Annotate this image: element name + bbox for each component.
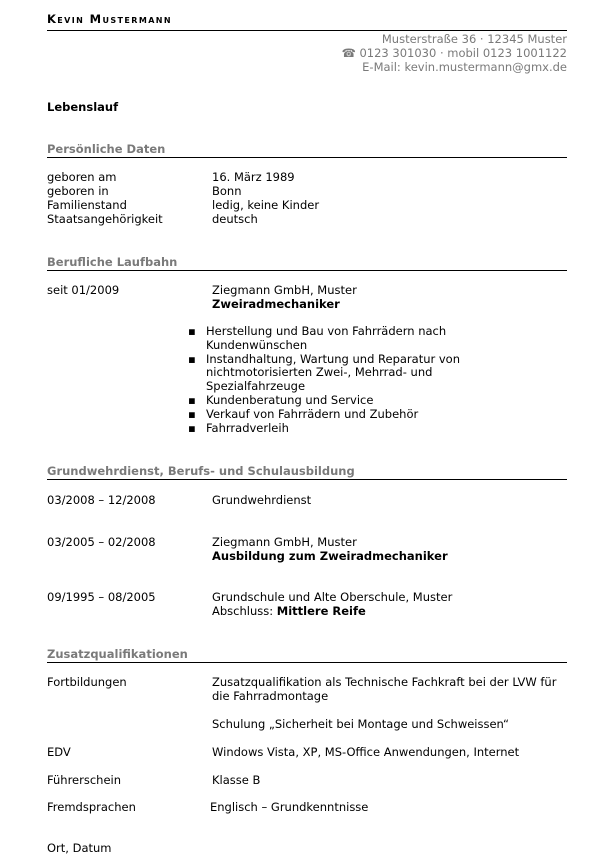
section-qualifications bbox=[47, 647, 567, 663]
career-task-list bbox=[188, 325, 508, 435]
section-personal bbox=[47, 142, 567, 158]
qualification-value: Windows Vista, XP, MS-Office Anwendungen, Internet bbox=[212, 745, 520, 759]
qualification-value: Zusatzqualifikation als Technische Fachkraft bei der LVW für die Fahrradmontage bbox=[212, 675, 557, 703]
personal-value: Bonn bbox=[212, 184, 242, 198]
section-title-career: Berufliche Laufbahn bbox=[47, 255, 567, 271]
address-line: Musterstraße 36 · 12345 Muster bbox=[381, 32, 567, 46]
section-career bbox=[47, 255, 567, 271]
qualification-label: Fremdsprachen bbox=[47, 800, 136, 814]
section-title-qualifications: Zusatzqualifikationen bbox=[47, 647, 567, 663]
place-date: Ort, Datum bbox=[47, 841, 112, 855]
education-detail bbox=[212, 605, 567, 619]
career-position: Zweiradmechaniker bbox=[212, 297, 340, 311]
bullet-icon: ▪ bbox=[188, 406, 196, 421]
education-line: Grundwehrdienst bbox=[212, 493, 312, 507]
phone-line: ☎ 0123 301030 · mobil 0123 1001122 bbox=[341, 46, 567, 60]
personal-label: Staatsangehörigkeit bbox=[47, 212, 163, 226]
list-item bbox=[188, 325, 508, 353]
contact-block bbox=[342, 32, 568, 74]
applicant-name: Kevin Mustermann bbox=[47, 12, 172, 26]
list-item bbox=[188, 353, 508, 394]
header-rule bbox=[47, 30, 567, 31]
bullet-icon: ▪ bbox=[188, 392, 196, 407]
personal-value: deutsch bbox=[212, 212, 258, 226]
education-line: Grundschule und Alte Oberschule, Muster bbox=[212, 590, 453, 604]
education-detail: Ausbildung zum Zweiradmechaniker bbox=[212, 549, 448, 563]
education-period: 09/1995 – 08/2005 bbox=[47, 590, 156, 604]
qualification-value: Englisch – Grundkenntnisse bbox=[210, 800, 369, 814]
section-education bbox=[47, 464, 567, 480]
personal-label: geboren in bbox=[47, 184, 109, 198]
task-text: Kundenberatung und Service bbox=[206, 392, 374, 407]
bullet-icon: ▪ bbox=[188, 351, 196, 366]
list-item bbox=[188, 422, 508, 436]
task-text: Verkauf von Fahrrädern und Zubehör bbox=[206, 406, 419, 421]
personal-value: 16. März 1989 bbox=[212, 170, 295, 184]
personal-label: Familienstand bbox=[47, 198, 127, 212]
education-period: 03/2008 – 12/2008 bbox=[47, 493, 156, 507]
bullet-icon: ▪ bbox=[188, 324, 196, 338]
list-item bbox=[188, 408, 508, 422]
qualification-value: Schulung „Sicherheit bei Montage und Schweissen“ bbox=[212, 717, 509, 731]
qualification-value: Klasse B bbox=[212, 773, 261, 787]
task-text: Instandhaltung, Wartung und Reparatur von nichtmotorisierten Zwei-, Mehrrad- und Spezialfahrzeuge bbox=[206, 351, 461, 394]
career-period: seit 01/2009 bbox=[47, 283, 120, 297]
degree-prefix: Abschluss: bbox=[212, 604, 277, 618]
email-line: E-Mail: kevin.mustermann@gmx.de bbox=[362, 60, 567, 74]
bullet-icon: ▪ bbox=[188, 420, 196, 435]
education-line: Ziegmann GmbH, Muster bbox=[212, 535, 357, 549]
qualification-label: EDV bbox=[47, 745, 71, 759]
section-title-personal: Persönliche Daten bbox=[47, 142, 567, 158]
list-item bbox=[188, 394, 508, 408]
qualification-label: Führerschein bbox=[47, 773, 122, 787]
task-text: Herstellung und Bau von Fahrrädern nach Kundenwünschen bbox=[206, 324, 447, 352]
personal-label: geboren am bbox=[47, 170, 117, 184]
personal-value: ledig, keine Kinder bbox=[212, 198, 320, 212]
document-title: Lebenslauf bbox=[47, 100, 119, 114]
education-period: 03/2005 – 02/2008 bbox=[47, 535, 156, 549]
section-title-education: Grundwehrdienst, Berufs- und Schulausbildung bbox=[47, 464, 567, 480]
qualification-label: Fortbildungen bbox=[47, 675, 127, 689]
career-employer: Ziegmann GmbH, Muster bbox=[212, 283, 357, 297]
task-text: Fahrradverleih bbox=[206, 420, 289, 435]
degree-name: Mittlere Reife bbox=[276, 604, 366, 618]
